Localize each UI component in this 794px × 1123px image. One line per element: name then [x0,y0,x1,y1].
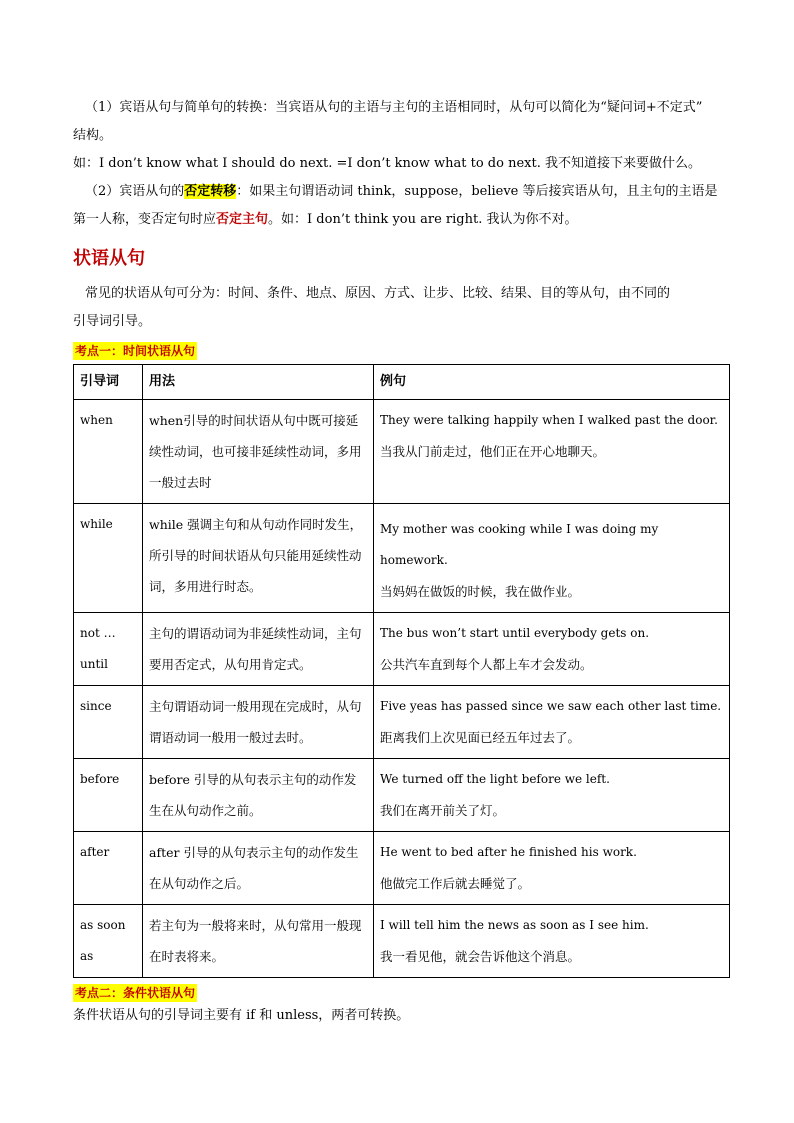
intro-p2-pre: （2）宾语从句的 [85,184,185,199]
intro-p2-line2-pre: 第一人称，变否定句时应 [73,212,217,227]
section-description [73,280,730,336]
example-chinese: 我们在离开前关了灯。 [380,803,506,818]
row-example [374,905,730,978]
intro-p1-line2: 结构。 [73,128,113,143]
intro-paragraph-1 [73,94,730,178]
intro-p2-line2-post: 。如：I don’t think you are right. 我认为你不对。 [268,212,578,227]
table-row [74,686,730,759]
intro-p2-line2 [73,206,730,234]
header-conjunction: 引导词 [74,365,143,400]
section-desc-line1: 常见的状语从句可分为：时间、条件、地点、原因、方式、让步、比较、结果、目的等从句，由不同的 [85,286,671,301]
row-example [374,686,730,759]
example-english: My mother was cooking while I was doing my homework. [380,522,659,567]
section-title: 状语从句 [73,248,145,269]
header-example: 例句 [374,365,730,400]
row-conjunction: while [74,504,143,613]
row-usage: 主句谓语动词一般用现在完成时，从句谓语动词一般用一般过去时。 [143,686,374,759]
row-conjunction: when [74,400,143,504]
row-usage: before 引导的从句表示主句的动作发生在从句动作之前。 [143,759,374,832]
row-usage: when引导的时间状语从句中既可接延续性动词，也可接非延续性动词，多用一般过去时 [143,400,374,504]
table-row [74,759,730,832]
intro-paragraph-2 [73,178,730,234]
row-conjunction: as soon as [74,905,143,978]
table-header-row [74,365,730,400]
table-row [74,504,730,613]
row-example [374,504,730,613]
section-desc-line2: 引导词引导。 [73,314,152,329]
row-example [374,832,730,905]
header-usage: 用法 [143,365,374,400]
row-usage: 若主句为一般将来时，从句常用一般现在时表将来。 [143,905,374,978]
table-row [74,613,730,686]
table-row [74,400,730,504]
example-chinese: 他做完工作后就去睡觉了。 [380,876,531,891]
table-row [74,832,730,905]
row-conjunction: before [74,759,143,832]
document-page [73,94,730,1030]
row-conjunction: after [74,832,143,905]
example-chinese: 距离我们上次见面已经五年过去了。 [380,730,581,745]
row-usage: after 引导的从句表示主句的动作发生在从句动作之后。 [143,832,374,905]
time-clause-table [73,364,730,978]
table-row [74,905,730,978]
example-chinese: 我一看见他，就会告诉他这个消息。 [380,949,581,964]
intro-p2-mid: ：如果主句谓语动词 think，suppose，believe 等后接宾语从句，且主句的主语是 [236,184,718,199]
row-example [374,759,730,832]
example-english: He went to bed after he finished his work. [380,845,637,859]
kaodian-1-label: 考点一：时间状语从句 [75,344,196,358]
intro-p1-example: 如：I don’t know what I should do next. =I don’t know what to do next. 我不知道接下来要做什么。 [73,156,701,171]
example-chinese: 当我从门前走过，他们正在开心地聊天。 [380,444,606,459]
example-english: I will tell him the news as soon as I see him. [380,918,649,932]
row-usage: 主句的谓语动词为非延续性动词，主句要用否定式，从句用肯定式。 [143,613,374,686]
kaodian-1-wrapper [73,340,730,360]
intro-p2-line1 [73,178,730,206]
row-example [374,613,730,686]
example-chinese: 当妈妈在做饭的时候，我在做作业。 [380,584,581,599]
row-example [374,400,730,504]
kaodian-2-label: 考点二：条件状语从句 [75,986,196,1000]
highlight-negative-transfer: 否定转移 [184,184,237,199]
example-chinese: 公共汽车直到每个人都上车才会发动。 [380,657,593,672]
row-conjunction: not … until [74,613,143,686]
kaodian-2-wrapper [73,982,730,1002]
example-english: They were talking happily when I walked past the door. [380,413,718,427]
example-english: We turned off the light before we left. [380,772,610,786]
example-english: The bus won’t start until everybody gets on. [380,626,650,640]
final-text: 条件状语从句的引导词主要有 if 和 unless，两者可转换。 [73,1008,410,1023]
negate-main-clause-emphasis: 否定主句 [216,212,269,227]
row-conjunction: since [74,686,143,759]
row-usage: while 强调主句和从句动作同时发生，所引导的时间状语从句只能用延续性动词，多用进行时态。 [143,504,374,613]
intro-p1-line1: （1）宾语从句与简单句的转换：当宾语从句的主语与主句的主语相同时，从句可以简化为“疑问词+不定式” [85,100,703,115]
example-english: Five yeas has passed since we saw each other last time. [380,699,722,713]
